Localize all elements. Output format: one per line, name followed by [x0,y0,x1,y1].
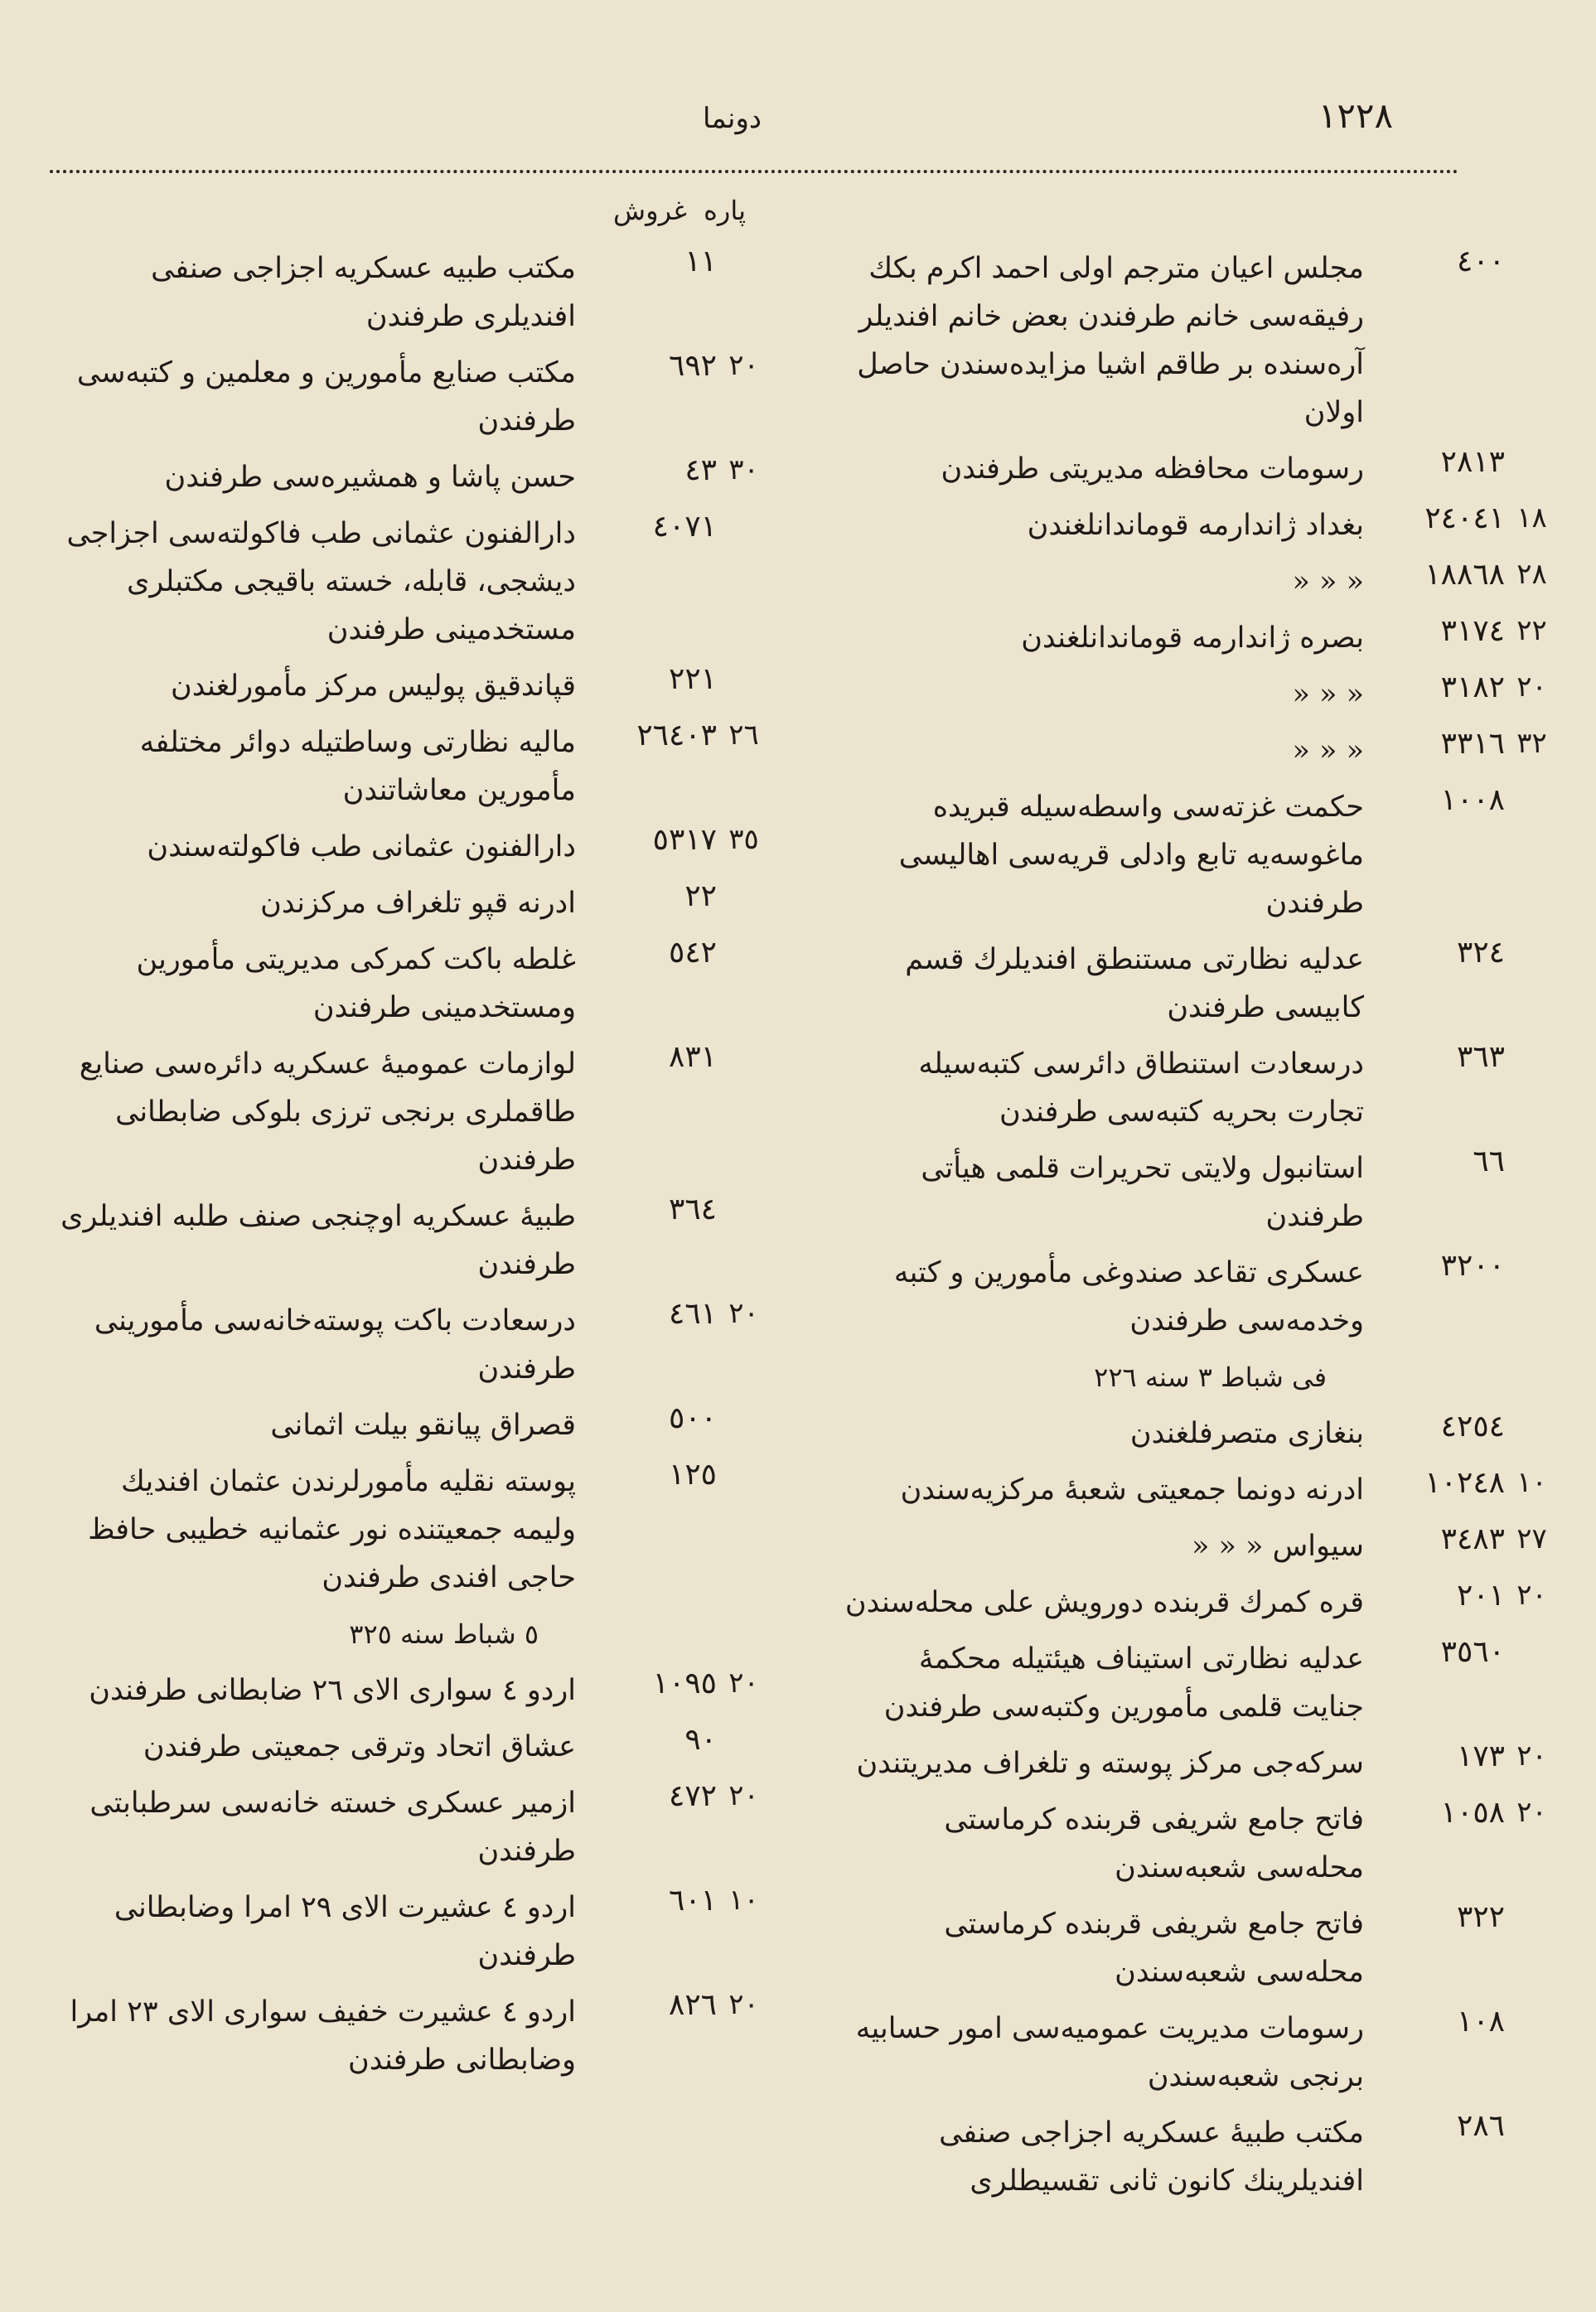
donor-description: دارالفنون عثمانى طب فاكولته‌سى اجزاجى ديشجى، قابله، خسته باقيجى مكتبلرى مستخدمينى طرفندن [66,517,576,646]
amount [1376,1796,1550,1842]
donation-entry [838,1579,1550,1627]
amount-para: ٣٢ [1516,727,1547,760]
amount-kurus: ٤٢٥٤ [1440,1410,1505,1444]
donation-entry [838,2005,1550,2101]
amount-kurus: ٦٩٢ [668,349,717,383]
amount-kurus: ٥٤٢ [668,936,717,970]
amount-kurus: ١٠٨ [1456,2005,1505,2039]
amount-kurus: ٣١٨٢ [1440,670,1505,704]
donation-entry [838,1249,1550,1345]
amount-kurus: ٢٨١٣ [1440,445,1505,479]
donation-entry [838,1040,1550,1136]
amount [588,879,762,926]
amount-para: ٢٠ [1516,1739,1547,1773]
donor-description: عسكرى تقاعد صندوغى مأمورين و كتبه وخدمه‌سى طرفندن [893,1256,1364,1337]
running-title: دونما [703,102,762,135]
donation-entry [838,1739,1550,1787]
donation-entry [838,670,1550,718]
donor-description: درسعادت استنطاق دائرسى كتبه‌سيله تجارت بحريه كتبه‌سى طرفندن [918,1047,1364,1129]
amount-kurus: ٤٦١ [668,1297,717,1331]
donor-description: مكتب طبيهٔ عسكريه اجزاجى صنفى افنديلرينك كانون ثانى تقسيطلرى [939,2116,1364,2198]
amount [1376,1144,1550,1191]
donor-description: قپاندقيق پوليس مركز مأمورلغندن [171,670,576,703]
donation-entry [838,727,1550,775]
amount-kurus: ٣٦٤ [668,1192,717,1226]
amount [588,1192,762,1239]
donor-description: ادرنه قپو تلغراف مركزندن [260,887,576,920]
amount [1376,727,1550,773]
donor-description: عدليه نظارتى استيناف هيئتيله محكمهٔ جنايت قلمى مأمورين وكتبه‌سى طرفندن [883,1642,1364,1724]
donor-description: فاتح جامع شريفى قربنده كرماستى محله‌سى شعبه‌سندن [944,1908,1364,1989]
amount [588,349,762,395]
donor-description: بصره ژاندارمه قوماندانلغندن [1021,622,1364,655]
amount-para: ٢٠ [728,1297,759,1330]
donor-description: غلطه باكت كمركى مديريتى مأمورين ومستخدمينى طرفندن [136,943,576,1024]
amount-para: ٢٠ [728,1779,759,1812]
donor-description: بغداد ژاندارمه قوماندانلغندن [1027,509,1364,542]
donation-entry [838,558,1550,606]
amount-para: ٢٠ [1516,670,1547,704]
amount [1376,244,1550,291]
amount [1376,445,1550,491]
amount [588,1779,762,1826]
amount-para: ٢٠ [728,349,759,382]
amount [588,1884,762,1930]
donation-entry [838,614,1550,662]
donation-entry [838,1796,1550,1892]
donor-description: حسن پاشا و همشيره‌سى طرفندن [164,461,576,494]
amount [588,718,762,765]
donor-description: لوازمات عموميهٔ عسكريه دائره‌سى صنايع طاقملرى برنجى ترزى بلوكى ضابطانى طرفندن [79,1047,576,1177]
donor-description: اردو ٤ عشيرت خفيف سوارى الاى ٢٣ امرا وضابطانى طرفندن [70,1995,576,2077]
amount-kurus: ١٨٨٦٨ [1424,558,1505,592]
amount-kurus: ٢٢١ [668,662,717,696]
donor-description: دارالفنون عثمانى طب فاكولته‌سندن [147,830,576,863]
donation-entry [50,718,762,815]
donation-entry [50,823,762,871]
amount-kurus: ٩٠ [684,1723,717,1757]
donation-entry [50,453,762,501]
donor-description: عشاق اتحاد وترقى جمعيتى طرفندن [143,1730,576,1763]
amount-kurus: ١٠٢٤٨ [1424,1466,1505,1500]
amount-para: ٢٧ [1516,1522,1547,1555]
donation-entry [838,1522,1550,1570]
amount-kurus: ٣٦٣ [1456,1040,1505,1074]
amount-kurus: ٦٠١ [668,1884,717,1918]
donor-description: درسعادت باكت پوسته‌خانه‌سى مأمورينى طرفندن [94,1304,576,1386]
amount-kurus: ١٢٥ [668,1458,717,1492]
donation-entry [50,879,762,927]
amount [588,1040,762,1086]
amount [1376,670,1550,717]
amount [588,1666,762,1713]
donation-entry [838,1900,1550,1996]
amount-kurus: ٥٠٠ [668,1401,717,1435]
donation-entry [838,783,1550,927]
amount-kurus: ١٠٥٨ [1440,1796,1505,1830]
donation-entry [50,1297,762,1393]
donor-description: بنغازى متصرفلغندن [1129,1417,1364,1450]
amount-para: ٢٠ [728,1666,759,1700]
amount [588,1988,762,2034]
donor-description: سيواس « « « [1191,1530,1364,1563]
donation-entry [838,1144,1550,1241]
amount [1376,558,1550,604]
amount-kurus: ٣١٧٤ [1440,614,1505,648]
date-line: فى شباط ٣ سنه ٢٢٦ [1094,1362,1327,1393]
amount-kurus: ٣٥٦٠ [1440,1635,1505,1669]
donation-entry [838,244,1550,437]
donation-entry [50,1192,762,1289]
amount [1376,1040,1550,1086]
amount-kurus: ٨٣١ [668,1040,717,1074]
donation-entry [838,1635,1550,1731]
amount-para: ٣٥ [728,823,759,856]
donation-entry [838,1410,1550,1458]
donor-description: ماليه نظارتى وساطتيله دوائر مختلفه مأمورين معاشاتندن [139,726,576,807]
date-line: ٥ شباط سنه ٣٢٥ [349,1618,539,1650]
donation-entry [50,1458,762,1602]
donation-entry [838,936,1550,1032]
amount-kurus: ٤٠٠ [1456,244,1505,278]
amount-kurus: ٢٠١ [1456,1579,1505,1613]
amount [1376,1410,1550,1456]
amount [1376,1579,1550,1625]
amount [588,1458,762,1504]
amount-para: ٢٠ [1516,1796,1547,1829]
right-column [838,195,1550,2300]
amount [1376,1466,1550,1512]
donation-entry [50,510,762,654]
amount-para: ٢٢ [1516,614,1547,647]
donor-description: مكتب طبيه عسكريه اجزاجى صنفى افنديلرى طرفندن [151,252,576,333]
donation-entry [50,936,762,1032]
amount [1376,614,1550,660]
amount [588,510,762,556]
amount-kurus: ٣٢٤ [1456,936,1505,970]
amount-kurus: ٢٨٦ [1456,2109,1505,2143]
amount [588,823,762,869]
donor-description: مجلس اعيان مترجم اولى احمد اكرم بكك رفيقه‌سى خانم طرفندن بعض خانم افنديلر آره‌سنده بر طاقم اشيا مزايده‌سندن حاصل اولان [857,252,1364,429]
donor-description: رسومات محافظه مديريتى طرفندن [941,452,1364,486]
donor-description: پوسته نقليه مأمورلرندن عثمان افنديك وليمه جمعيتنده نور عثمانيه خطيبى حافظ حاجى افندى طرفندن [88,1465,576,1594]
amount-kurus: ١١ [684,244,717,278]
donor-description: قصراق پيانقو بيلت اثمانى [270,1409,576,1442]
donor-description: « « « [1292,734,1364,767]
amount [588,662,762,709]
donor-description: اردو ٤ عشيرت الاى ٢٩ امرا وضابطانى طرفندن [114,1891,576,1972]
page-header [0,95,1596,153]
donor-description: قره كمرك قربنده دورويش على محله‌سندن [844,1586,1364,1619]
donation-entry [838,1466,1550,1514]
amount [588,244,762,291]
amount [1376,1522,1550,1569]
donation-list [50,244,762,2084]
amount-kurus: ٢٤٠٤١ [1424,501,1505,535]
amount [588,1401,762,1448]
amount-kurus: ٣٢٠٠ [1440,1249,1505,1283]
donation-entry [50,349,762,445]
left-column [50,195,762,2300]
amount-kurus: ٣٣١٦ [1440,727,1505,761]
amount-kurus: ٤٧٢ [668,1779,717,1813]
amount [588,936,762,982]
amount-kurus: ٨٢٦ [668,1988,717,2022]
donation-entry [50,244,762,341]
amount-kurus: ١٠٩٥ [652,1666,717,1700]
amount-kurus: ١٧٣ [1456,1739,1505,1773]
donor-description: « « « [1292,678,1364,711]
donation-entry [50,1666,762,1715]
amount-kurus: ٤٣ [684,453,717,487]
donation-entry [50,1779,762,1875]
amount-kurus: ٢٦٤٠٣ [636,718,717,752]
amount-kurus: ٢٢ [684,879,717,913]
donor-description: ادرنه دونما جمعيتى شعبهٔ مركزيه‌سندن [900,1473,1364,1507]
amount-kurus: ٥٣١٧ [652,823,717,857]
amount [588,1297,762,1343]
donation-entry [50,1723,762,1771]
donation-entry [50,662,762,710]
amount [1376,1249,1550,1295]
donation-list [838,244,1550,2205]
donor-description: مكتب صنايع مأمورين و معلمين و كتبه‌سى طرفندن [76,356,576,438]
amount-para: ٢٦ [728,718,759,752]
amount [1376,501,1550,548]
amount-para: ٢٨ [1516,558,1547,591]
donor-description: رسومات مديريت عموميه‌سى امور حسابيه برنجى شعبه‌سندن [855,2012,1364,2093]
donor-description: فاتح جامع شريفى قربنده كرماستى محله‌سى شعبه‌سندن [944,1803,1364,1884]
page-number: ١٢٢٨ [1318,95,1393,136]
donation-entry [838,2109,1550,2205]
donation-entry [50,1884,762,1980]
amount-kurus: ٦٦ [1473,1144,1505,1178]
amount-para: ١٠ [728,1884,759,1917]
amount-para: ٢٠ [1516,1579,1547,1612]
donor-description: اردو ٤ سوارى الاى ٢٦ ضابطانى طرفندن [89,1674,576,1707]
donor-description: سركه‌جى مركز پوسته و تلغراف مديريتندن [856,1747,1364,1780]
amount-para: ١٠ [1516,1466,1547,1499]
amount [1376,2005,1550,2051]
amount [588,1723,762,1769]
donation-entry [50,1401,762,1449]
amount-kurus: ٣٤٨٣ [1440,1522,1505,1556]
amount-kurus: ٣٢٢ [1456,1900,1505,1934]
donation-entry [838,501,1550,549]
amount [1376,1739,1550,1786]
donor-description: طبيهٔ عسكريه اوچنجى صنف طلبه افنديلرى طرفندن [60,1200,576,1281]
amount-para: ٣٠ [728,453,759,486]
donation-entry [50,1040,762,1184]
amount-para: ١٨ [1516,501,1547,534]
amount [1376,1635,1550,1681]
amount [1376,936,1550,982]
amount [1376,2109,1550,2155]
donation-entry [838,445,1550,493]
donation-entry [50,1988,762,2084]
amount-kurus: ١٠٠٨ [1440,783,1505,817]
column-units-header: پاره غروش [613,195,746,226]
donor-description: ازمير عسكرى خسته خانه‌سى سرطبابتى طرفندن [89,1787,576,1868]
amount [1376,783,1550,830]
amount-kurus: ٤٠٧١ [652,510,717,544]
donor-description: استانبول ولايتى تحريرات قلمى هيأتى طرفندن [921,1152,1364,1233]
donor-description: حكمت غزته‌سى واسطه‌سيله قبريده ماغوسه‌يه تابع وادلى قريه‌سى اهاليسى طرفندن [898,791,1364,920]
amount [1376,1900,1550,1947]
donor-description: عدليه نظارتى مستنطق افنديلرك قسم كابيسى طرفندن [905,943,1364,1024]
header-rule [50,170,1458,173]
amount [588,453,762,500]
donor-description: « « « [1292,565,1364,598]
amount-para: ٢٠ [728,1988,759,2021]
